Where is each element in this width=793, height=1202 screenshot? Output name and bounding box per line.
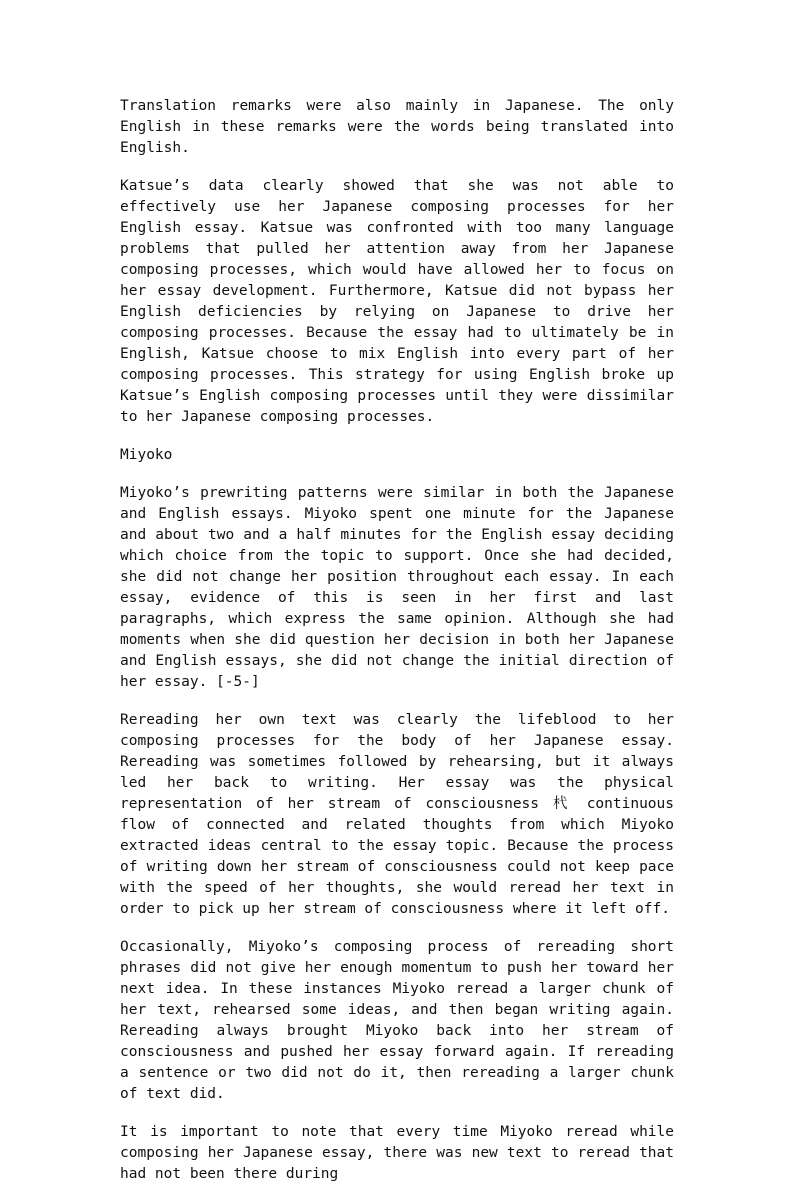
paragraph-miyoko-rereading: Rereading her own text was clearly the lifeblood to her composing processes for the body of her Japanese essay. Rereading was sometimes followed by rehearsing, but it always led her back to writing. Her essay was the physical representation of her stream of consciousness 杙 continuous flow of connected and related thoughts from which Miyoko extracted ideas central to the essay topic. Because the process of writing down her stream of consciousness could not keep pace with the speed of her thoughts, she would reread her text in order to pick up her stream of consciousness where it left off. [120, 712, 674, 917]
paragraph-katsue-summary: Katsue’s data clearly showed that she was not able to effectively use her Japanese composing processes for her English essay. Katsue was confronted with too many language problems that pulled her attention away from her Japanese composing processes, which would have allowed her to focus on her essay development. Furthermore, Katsue did not bypass her English deficiencies by relying on Japanese to drive her composing processes. Because the essay had to ultimately be in English, Katsue choose to mix English into every part of her composing processes. This strategy for using English broke up Katsue’s English composing processes until they were dissimilar to her Japanese composing processes. [120, 178, 674, 425]
section-heading-miyoko: Miyoko [120, 447, 173, 463]
paragraph-translation-remarks: Translation remarks were also mainly in Japanese. The only English in these remarks were the words being translated into English. [120, 98, 674, 156]
paragraph-miyoko-new-text: It is important to note that every time Miyoko reread while composing her Japanese essay, there was new text to reread that had not been there during [120, 1124, 674, 1182]
paragraph-miyoko-prewriting: Miyoko’s prewriting patterns were similar in both the Japanese and English essays. Miyoko spent one minute for the Japanese and about two and a half minutes for the English essay deciding which choice from the topic to support. Once she had decided, she did not change her position throughout each essay. In each essay, evidence of this is seen in her first and last paragraphs, which express the same opinion. Although she had moments when she did question her decision in both her Japanese and English essays, she did not change the initial direction of her essay. [-5-] [120, 485, 674, 690]
paragraph-miyoko-momentum: Occasionally, Miyoko’s composing process of rereading short phrases did not give her enough momentum to push her toward her next idea. In these instances Miyoko reread a larger chunk of her text, rehearsed some ideas, and then began writing again. Rereading always brought Miyoko back into her stream of consciousness and pushed her essay forward again. If rereading a sentence or two did not do it, then rereading a larger chunk of text did. [120, 939, 674, 1102]
document-page [120, 96, 674, 1202]
